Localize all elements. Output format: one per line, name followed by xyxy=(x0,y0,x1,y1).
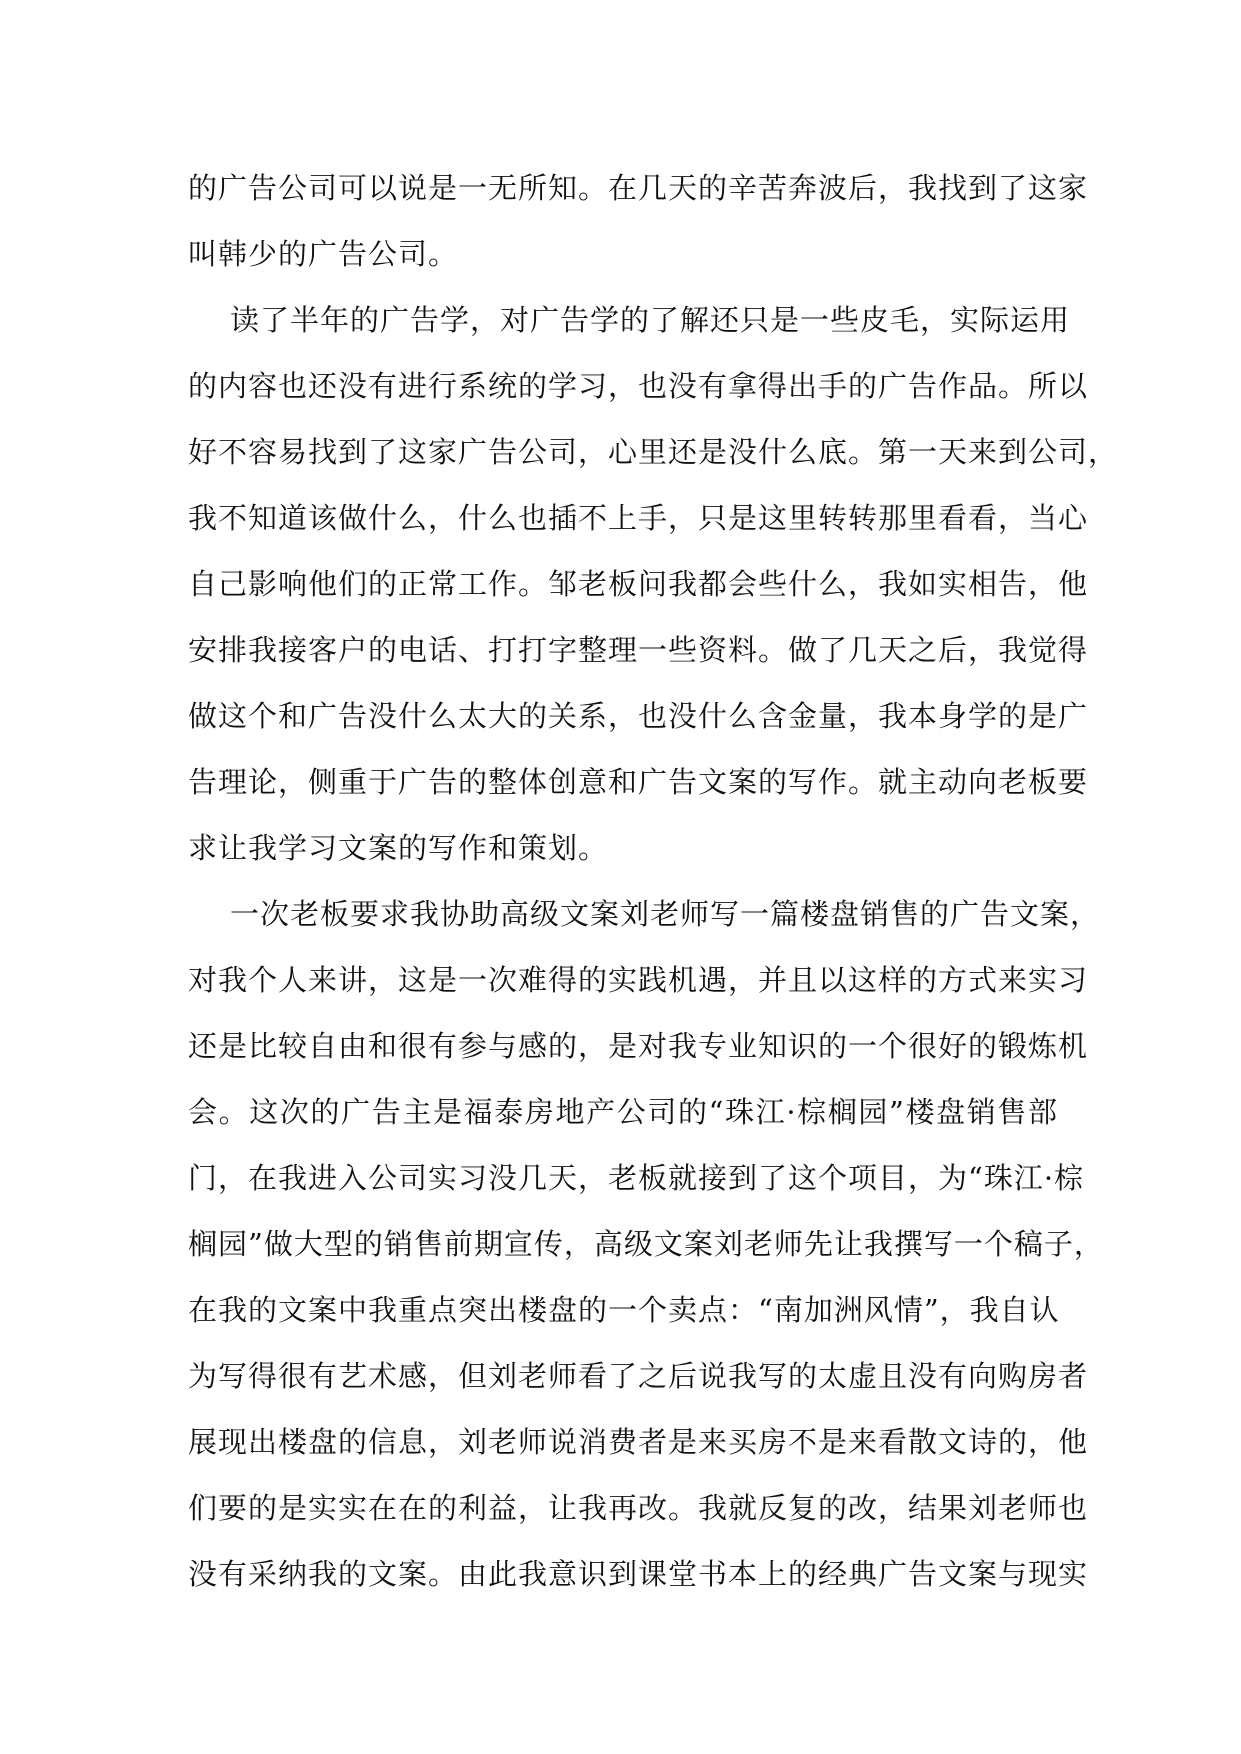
text-line: 求让我学习文案的写作和策划。 xyxy=(188,831,609,865)
text-line: 做这个和广告没什么太大的关系，也没什么含金量，我本身学的是广 xyxy=(188,699,1089,733)
text-line: 会。这次的广告主是福泰房地产公司的“珠江·棕榈园”楼盘销售部 xyxy=(188,1095,1058,1129)
text-line: 对我个人来讲，这是一次难得的实践机遇，并且以这样的方式来实习 xyxy=(188,963,1089,997)
text-line: 门，在我进入公司实习没几天，老板就接到了这个项目，为“珠江·棕 xyxy=(188,1161,1085,1195)
text-line: 好不容易找到了这家广告公司，心里还是没什么底。第一天来到公司， xyxy=(188,435,1119,469)
text-line: 的广告公司可以说是一无所知。在几天的辛苦奔波后，我找到了这家 xyxy=(188,171,1089,205)
text-line: 叫韩少的广告公司。 xyxy=(188,237,459,271)
text-line: 我不知道该做什么，什么也插不上手，只是这里转转那里看看，当心 xyxy=(188,501,1089,535)
text-line: 为写得很有艺术感，但刘老师看了之后说我写的太虚且没有向购房者 xyxy=(188,1359,1089,1393)
text-line: 们要的是实实在在的利益，让我再改。我就反复的改，结果刘老师也 xyxy=(188,1491,1089,1525)
text-line: 展现出楼盘的信息，刘老师说消费者是来买房不是来看散文诗的，他 xyxy=(188,1425,1089,1459)
text-line: 安排我接客户的电话、打打字整理一些资料。做了几天之后，我觉得 xyxy=(188,633,1089,667)
text-line: 在我的文案中我重点突出楼盘的一个卖点：“南加洲风情”，我自认 xyxy=(188,1293,1060,1327)
paragraph-first-line: 一次老板要求我协助高级文案刘老师写一篇楼盘销售的广告文案， xyxy=(230,897,1101,931)
text-line: 榈园”做大型的销售前期宣传，高级文案刘老师先让我撰写一个稿子， xyxy=(188,1227,1104,1261)
text-line: 还是比较自由和很有参与感的，是对我专业知识的一个很好的锻炼机 xyxy=(188,1029,1089,1063)
text-line: 的内容也还没有进行系统的学习，也没有拿得出手的广告作品。所以 xyxy=(188,369,1089,403)
paragraph-first-line: 读了半年的广告学，对广告学的了解还只是一些皮毛，实际运用 xyxy=(230,303,1071,337)
text-line: 自己影响他们的正常工作。邹老板问我都会些什么，我如实相告，他 xyxy=(188,567,1089,601)
text-line: 没有采纳我的文案。由此我意识到课堂书本上的经典广告文案与现实 xyxy=(188,1557,1089,1591)
body-text xyxy=(188,155,1119,1607)
text-line: 告理论，侧重于广告的整体创意和广告文案的写作。就主动向老板要 xyxy=(188,765,1089,799)
